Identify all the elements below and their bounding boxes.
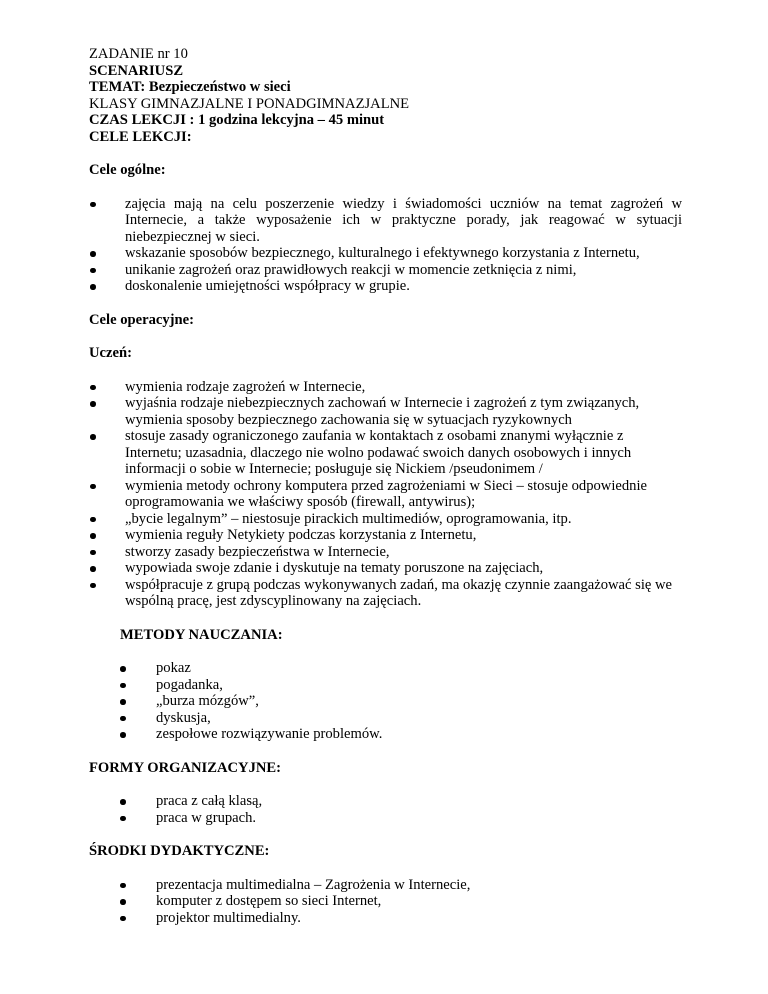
list-item: pogadanka, [120,677,682,694]
student-label: Uczeń: [89,345,132,361]
list-item: stworzy zasady bezpieczeństwa w Internecie, [89,544,682,561]
list-item: stosuje zasady ograniczonego zaufania w kontaktach z osobami znanymi wyłącznie z Internetu; uzasadnia, dlaczego nie wolno podawać swoich danych osobowych i innych informacji o sobie w Internecie; posługuje się Nickiem /pseudonimem / [89,428,682,478]
list-item: wymienia metody ochrony komputera przed zagrożeniami w Sieci – stosuje odpowiednie oprogramowania we właściwy sposób (firewall, antywirus); [89,478,682,511]
methods-list [120,660,682,743]
list-item: wskazanie sposobów bezpiecznego, kulturalnego i efektywnego korzystania z Internetu, [89,245,682,262]
list-item: prezentacja multimedialna – Zagrożenia w Internecie, [120,877,682,894]
operational-goals-list [89,379,682,610]
methods-title: METODY NAUCZANIA: [120,626,283,643]
organization-forms-title: FORMY ORGANIZACYJNE: [89,759,282,776]
methods-section [120,627,682,743]
list-item: zespołowe rozwiązywanie problemów. [120,726,682,743]
task-number: ZADANIE nr 10 [89,46,188,62]
list-item: projektor multimedialny. [120,910,682,927]
list-item: dyskusja, [120,710,682,727]
document-page [89,46,682,926]
list-item: praca z całą klasą, [120,793,682,810]
list-item: wyjaśnia rodzaje niebezpiecznych zachowań w Internecie i zagrożeń z tym związanych, wymienia sposoby bezpiecznego zachowania się w sytuacjach ryzykownych [89,395,682,428]
list-item: praca w grupach. [120,810,682,827]
list-item: współpracuje z grupą podczas wykonywanych zadań, ma okazję czynnie zaangażować się we wspólną pracę, jest zdyscyplinowany na zajęciach. [89,577,682,610]
list-item: „burza mózgów”, [120,693,682,710]
list-item: pokaz [120,660,682,677]
general-goals-list [89,196,682,295]
list-item: komputer z dostępem so sieci Internet, [120,893,682,910]
teaching-aids-list [120,877,682,927]
classes-line: KLASY GIMNAZJALNE I PONADGIMNAZJALNE [89,95,410,112]
scenario-label: SCENARIUSZ [89,62,184,79]
lesson-goals-heading: CELE LEKCJI: [89,128,192,145]
operational-goals-title: Cele operacyjne: [89,311,194,328]
list-item: wymienia rodzaje zagrożeń w Internecie, [89,379,682,396]
organization-forms-list [120,793,682,826]
lesson-time-line: CZAS LEKCJI : 1 godzina lekcyjna – 45 minut [89,112,385,128]
topic-line: TEMAT: Bezpieczeństwo w sieci [89,79,291,95]
list-item: zajęcia mają na celu poszerzenie wiedzy i świadomości uczniów na temat zagrożeń w Internecie, a także wyposażenie ich w praktyczne porady, jak reagować w sytuacji niebezpiecznej w sieci. [89,196,682,246]
list-item: unikanie zagrożeń oraz prawidłowych reakcji w momencie zetknięcia z nimi, [89,262,682,279]
teaching-aids-title: ŚRODKI DYDAKTYCZNE: [89,843,270,859]
document-header [89,46,682,145]
list-item: „bycie legalnym” – niestosuje pirackich multimediów, oprogramowania, itp. [89,511,682,528]
general-goals-title: Cele ogólne: [89,162,166,178]
list-item: wypowiada swoje zdanie i dyskutuje na tematy poruszone na zajęciach, [89,560,682,577]
list-item: wymienia reguły Netykiety podczas korzystania z Internetu, [89,527,682,544]
list-item: doskonalenie umiejętności współpracy w grupie. [89,278,682,295]
